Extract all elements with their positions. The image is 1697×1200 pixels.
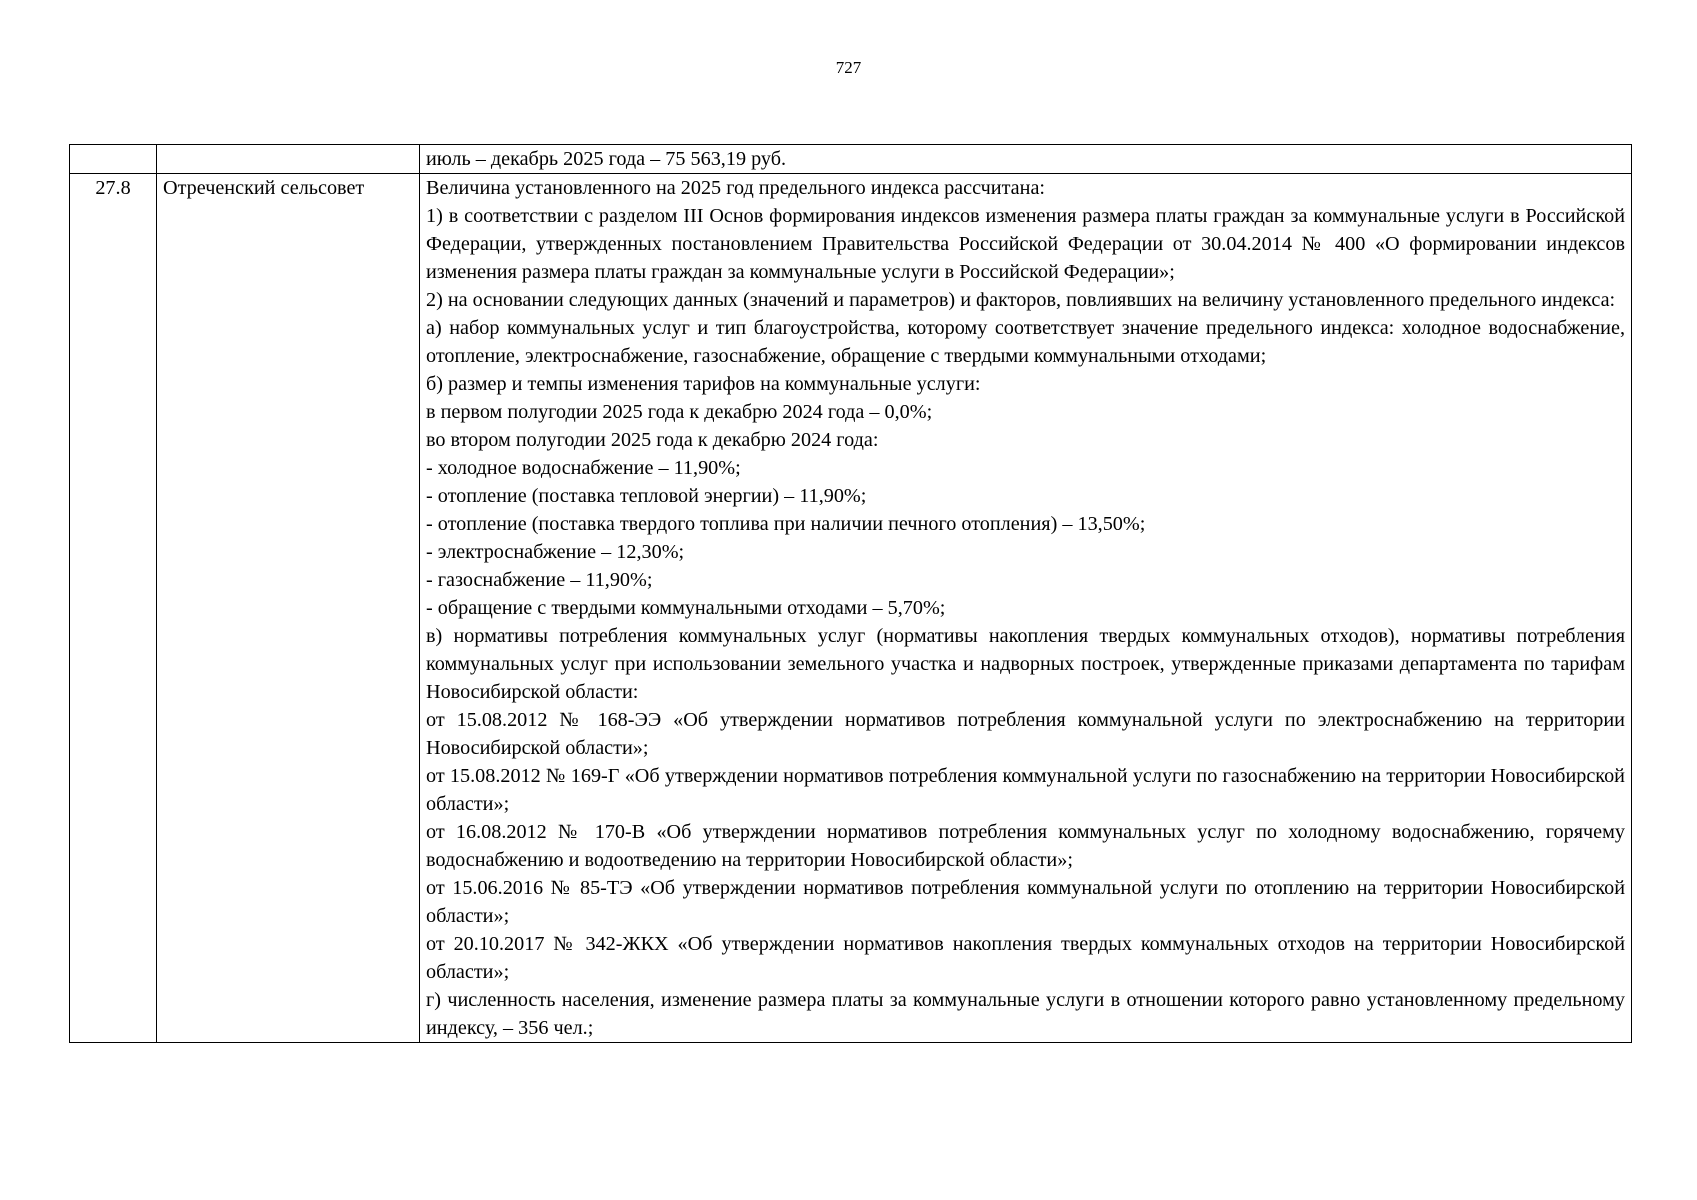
paragraph: от 15.08.2012 № 168-ЭЭ «Об утверждении нормативов потребления коммунальной услуги по электроснабжению на территории Новосибирской области»; [426, 709, 1625, 759]
list-item: - отопление (поставка твердого топлива при наличии печного отопления) – 13,50%; [426, 513, 1146, 535]
list-item: - холодное водоснабжение – 11,90%; [426, 457, 741, 479]
table-row-continuation [70, 145, 1632, 174]
paragraph: г) численность населения, изменение размера платы за коммунальные услуги в отношении которого равно установленному предельному индексу, – 356 чел.; [426, 989, 1625, 1039]
paragraph: от 15.08.2012 № 169-Г «Об утверждении нормативов потребления коммунальной услуги по газоснабжению на территории Новосибирской области»; [426, 765, 1625, 815]
cell-continuation-text: июль – декабрь 2025 года – 75 563,19 руб. [420, 145, 1632, 174]
paragraph: 1) в соответствии с разделом III Основ формирования индексов изменения размера платы граждан за коммунальные услуги в Российской Федерации, утвержденных постановлением Правительства Российской Федерации от 30.04.2014 № 400 «О формировании индексов изменения размера платы граждан за коммунальные услуги в Российской Федерации»; [426, 205, 1625, 283]
document-table [69, 144, 1632, 1043]
paragraph: Величина установленного на 2025 год предельного индекса рассчитана: [426, 177, 1046, 199]
row-content [420, 174, 1632, 1043]
paragraph: а) набор коммунальных услуг и тип благоустройства, которому соответствует значение предельного индекса: холодное водоснабжение, отопление, электроснабжение, газоснабжение, обращение с твердыми коммунальными отходами; [426, 317, 1625, 367]
cell-number-empty [70, 145, 157, 174]
paragraph: во втором полугодии 2025 года к декабрю 2024 года: [426, 429, 879, 451]
cell-name-empty [157, 145, 420, 174]
row-number: 27.8 [70, 174, 157, 1043]
paragraph: от 15.06.2016 № 85-ТЭ «Об утверждении нормативов потребления коммунальной услуги по отоплению на территории Новосибирской области»; [426, 877, 1625, 927]
paragraph: 2) на основании следующих данных (значений и параметров) и факторов, повлиявших на величину установленного предельного индекса: [426, 289, 1616, 311]
paragraph: от 20.10.2017 № 342-ЖКХ «Об утверждении нормативов накопления твердых коммунальных отходов на территории Новосибирской области»; [426, 933, 1625, 983]
list-item: - электроснабжение – 12,30%; [426, 541, 685, 563]
row-name: Отреченский сельсовет [157, 174, 420, 1043]
list-item: - отопление (поставка тепловой энергии) – 11,90%; [426, 485, 867, 507]
page-number: 727 [835, 58, 862, 77]
paragraph: в) нормативы потребления коммунальных услуг (нормативы накопления твердых коммунальных отходов), нормативы потребления коммунальных услуг при использовании земельного участка и надворных построек, утвержденные приказами департамента по тарифам Новосибирской области: [426, 625, 1625, 703]
list-item: - газоснабжение – 11,90%; [426, 569, 653, 591]
paragraph: б) размер и темпы изменения тарифов на коммунальные услуги: [426, 373, 981, 395]
paragraph: от 16.08.2012 № 170-В «Об утверждении нормативов потребления коммунальных услуг по холодному водоснабжению, горячему водоснабжению и водоотведению на территории Новосибирской области»; [426, 821, 1625, 871]
list-item: - обращение с твердыми коммунальными отходами – 5,70%; [426, 597, 946, 619]
paragraph: в первом полугодии 2025 года к декабрю 2024 года – 0,0%; [426, 401, 933, 423]
table-row-27-8 [70, 174, 1632, 1043]
